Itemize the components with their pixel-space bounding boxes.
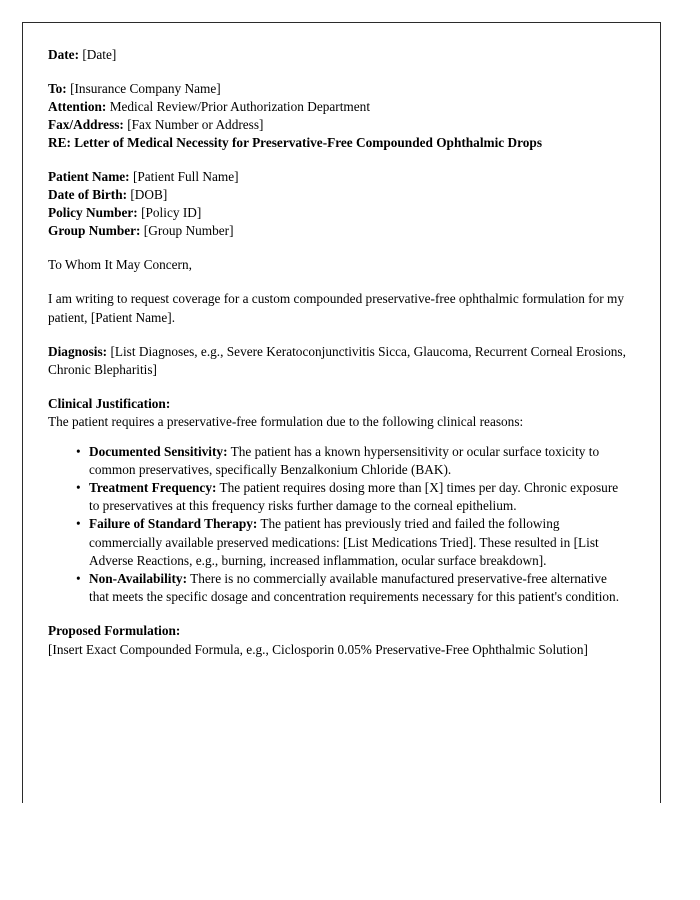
reason-non-availability — [89, 570, 628, 606]
patient-name-label: Patient Name: — [48, 169, 130, 185]
list-item — [48, 443, 628, 479]
bullet-icon: • — [76, 480, 81, 496]
attention-line — [48, 98, 628, 116]
reason-text: The patient has a known hypersensitivity or ocular surface toxicity to common preservatives, specifically Benzalkonium Chloride (BAK). — [89, 443, 600, 477]
patient-info-block — [48, 168, 628, 240]
reason-documented-sensitivity — [89, 443, 628, 479]
salutation: To Whom It May Concern, — [48, 257, 192, 273]
bullet-icon: • — [76, 516, 81, 532]
reason-text: The patient has previously tried and failed the following commercially available preserved medications: [List Medications Tried]. These resulted in [List Adverse Reactions, e.g., burning, increased inflammation, ocular surface breakdown]. — [89, 516, 599, 568]
list-item — [48, 479, 628, 515]
letter-body — [48, 46, 628, 659]
diagnosis-label: Diagnosis: — [48, 343, 108, 359]
recipient-block — [48, 80, 628, 134]
date-of-birth-label: Date of Birth: — [48, 187, 128, 203]
list-item — [48, 570, 628, 606]
clinical-justification-lead-in: The patient requires a preservative-free formulation due to the following clinical reasons: — [48, 414, 524, 430]
to-line — [48, 80, 628, 98]
reason-treatment-frequency — [89, 479, 628, 515]
to-value: [Insurance Company Name] — [70, 81, 221, 96]
diagnosis-line — [48, 343, 628, 379]
policy-number-label: Policy Number: — [48, 205, 138, 221]
proposed-formulation-section — [48, 622, 628, 658]
attention-value: Medical Review/Prior Authorization Department — [109, 99, 371, 114]
date-line — [48, 46, 628, 64]
patient-name-line — [48, 168, 628, 186]
clinical-justification-section — [48, 395, 628, 606]
fax-address-line — [48, 116, 628, 134]
date-of-birth-line — [48, 186, 628, 204]
fax-address-value: [Fax Number or Address] — [127, 117, 264, 132]
date-value: [Date] — [82, 47, 117, 62]
attention-label: Attention: — [48, 99, 107, 114]
policy-number-value: [Policy ID] — [141, 205, 202, 221]
group-number-line — [48, 222, 628, 240]
list-item — [48, 515, 628, 570]
reason-text: The patient requires dosing more than [X] times per day. Chronic exposure to preservatives at this frequency risks further damage to the corneal epithelium. — [89, 480, 619, 514]
date-label: Date: — [48, 47, 80, 62]
intro-paragraph: I am writing to request coverage for a custom compounded preservative-free ophthalmic formulation for my patient, [Patient Name]. — [48, 291, 624, 325]
document-page — [22, 22, 661, 803]
reason-term: Treatment Frequency: — [89, 480, 217, 496]
bullet-icon: • — [76, 571, 81, 587]
group-number-label: Group Number: — [48, 223, 141, 239]
reason-term: Failure of Standard Therapy: — [89, 516, 258, 532]
reason-term: Documented Sensitivity: — [89, 443, 228, 459]
clinical-justification-heading: Clinical Justification: — [48, 396, 171, 412]
reason-text: There is no commercially available manufactured preservative-free alternative that meets the specific dosage and concentration requirements necessary for this patient's condition. — [89, 571, 620, 605]
diagnosis-value: [List Diagnoses, e.g., Severe Keratoconjunctivitis Sicca, Glaucoma, Recurrent Corneal Erosions, Chronic Blepharitis] — [48, 343, 626, 378]
date-of-birth-value: [DOB] — [130, 187, 168, 203]
bullet-icon: • — [76, 443, 81, 459]
reason-failure-of-standard-therapy — [89, 515, 628, 570]
group-number-value: [Group Number] — [143, 223, 234, 239]
re-subject-line: RE: Letter of Medical Necessity for Preservative-Free Compounded Ophthalmic Drops — [48, 135, 542, 150]
to-label: To: — [48, 81, 67, 96]
policy-number-line — [48, 204, 628, 222]
patient-name-value: [Patient Full Name] — [132, 169, 239, 185]
proposed-formulation-heading: Proposed Formulation: — [48, 623, 181, 639]
fax-address-label: Fax/Address: — [48, 117, 124, 132]
reason-term: Non-Availability: — [89, 571, 188, 587]
clinical-reasons-list — [48, 443, 628, 607]
proposed-formulation-text: [Insert Exact Compounded Formula, e.g., Ciclosporin 0.05% Preservative-Free Ophthalmic Solution] — [48, 641, 588, 657]
